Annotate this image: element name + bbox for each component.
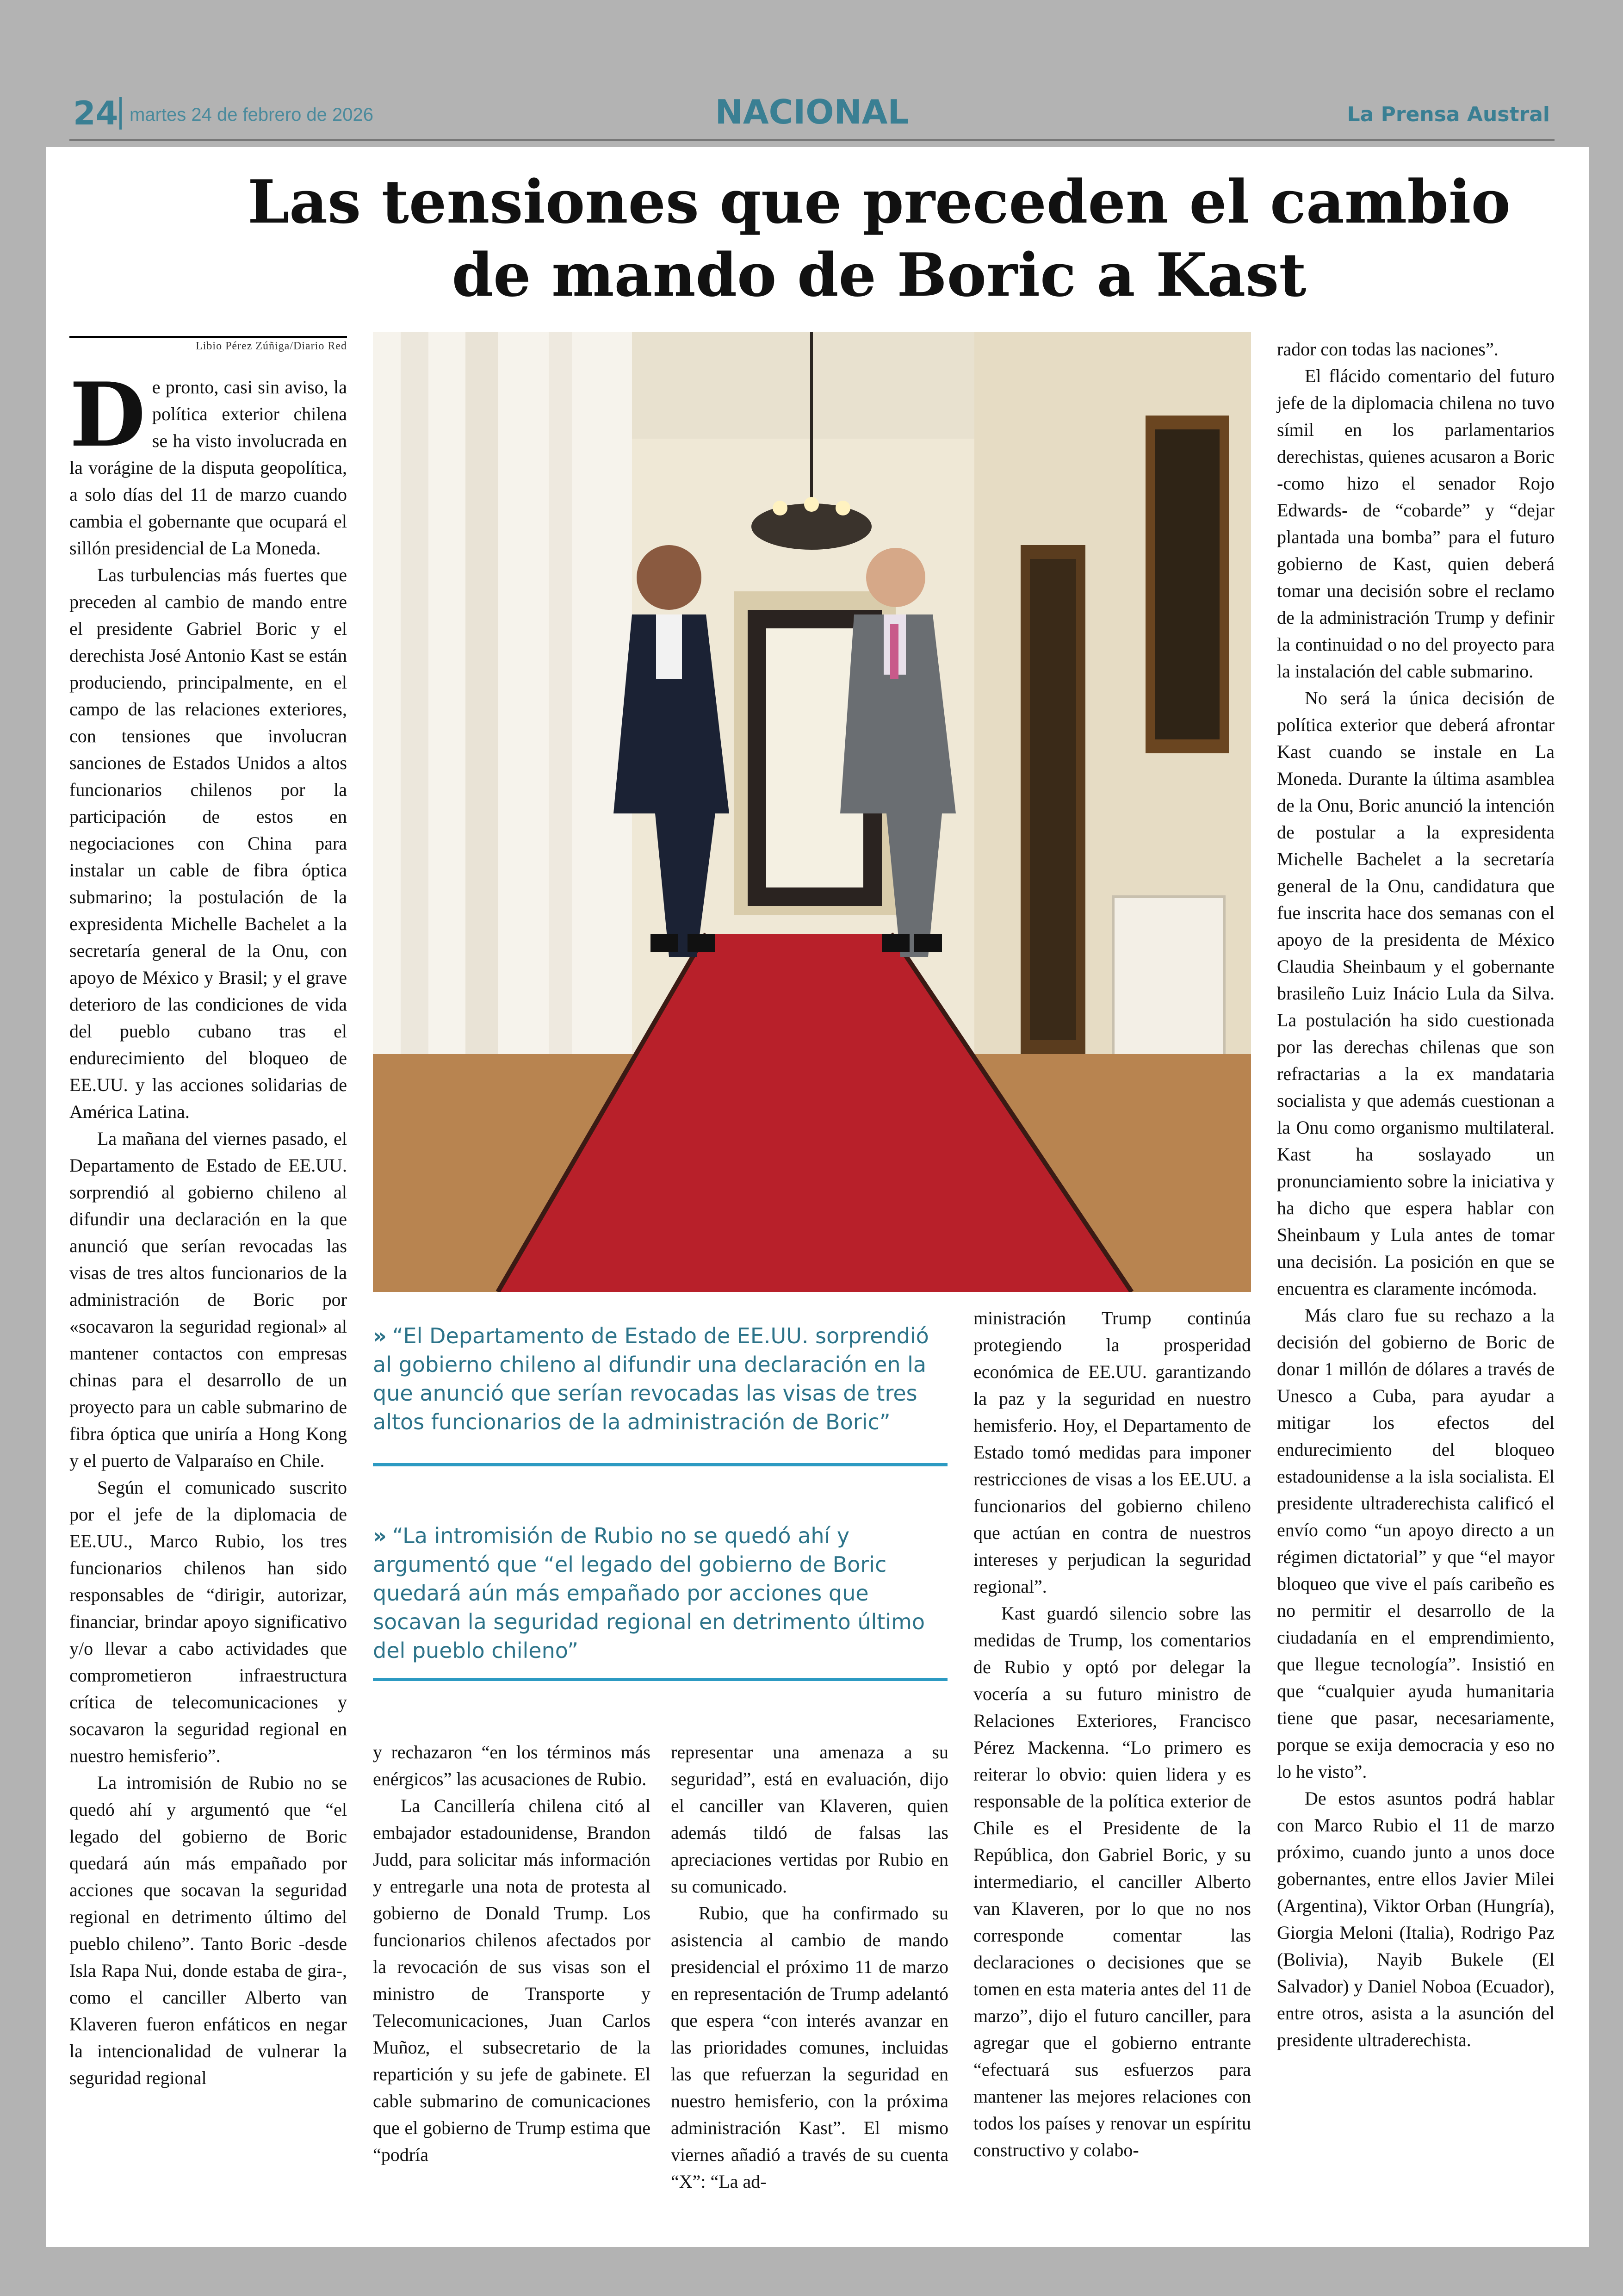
paragraph: Rubio, que ha confirmado su asistencia al cambio de mando presidencial el próximo 11 de marzo en representación de Trump adelantó que espera “con interés avanzar en las prioridades comunes, incluidas las que refuerzan la seguridad en nuestro hemisferio, con la próxima administración Kast”. El mismo viernes añadió a través de su cuenta “X”: “La ad-: [671, 1903, 948, 2192]
drop-cap: D: [69, 363, 146, 466]
paragraph: Kast guardó silencio sobre las medidas de Trump, los comentarios de Rubio y optó por delegar la vocería a su futuro ministro de Relaciones Exteriores, Francisco Pérez Mackenna. “Lo primero es reiterar lo obvio: quien lidera y es responsable de la política exterior de Chile es el Presidente de la República, don Gabriel Boric, y su intermediario, el canciller Alberto van Klaveren, por lo que no nos corresponde comentar las declaraciones o decisiones que se tomen en esta materia antes del 11 de marzo”, dijo el futuro canciller, para agregar que el gobierno entrante “efectuará sus esfuerzos para mantener las mejores relaciones con todos los países y renovar un espíritu constructivo y colabo-: [973, 1603, 1251, 2160]
article-page: [46, 147, 1589, 2247]
paragraph: e pronto, casi sin aviso, la política exterior chilena se ha visto involucrada en la vorágine de la disputa geopolítica, a solo días del 11 de marzo cuando cambia el gobernante que ocupará el sillón presidencial de La Moneda.: [69, 377, 347, 558]
article-column-5: [1277, 336, 1555, 2054]
pull-quote-1: [373, 1322, 948, 1466]
paragraph: rador con todas las naciones”.: [1277, 339, 1499, 360]
page-number: 24: [73, 94, 118, 132]
paragraph: No será la única decisión de política exterior que deberá afrontar Kast cuando se instale en La Moneda. Durante la última asamblea de la Onu, Boric anunció la intención de postular a la expresidenta Michelle Bachelet a la secretaría general de la Onu, candidatura que fue inscrita hace dos semanas con el apoyo de la presidenta de México Claudia Sheinbaum y el gobernante brasileño Luiz Inácio Lula da Silva. La postulación ha sido cuestionada por las derechas chilenas que son refractarias a la ex mandataria socialista y que además cuestionan a la Onu como organismo multilateral. Kast ha soslayado un pronunciamiento sobre la iniciativa y ha dicho que espera hablar con Sheinbaum y Lula antes de tomar una decisión. La posición en que se encuentra es claramente incómoda.: [1277, 688, 1555, 1299]
pull-quote-text: “La intromisión de Rubio no se quedó ahí y argumentó que “el legado del gobierno de Boric quedará aún más empañado por acciones que socavan la seguridad regional en detrimento último del pueblo chileno”: [373, 1523, 925, 1663]
paragraph: representar una amenaza a su seguridad”, está en evaluación, dijo el canciller van Klaveren, quien además tildó de falsas las apreciaciones vertidas por Rubio en su comunicado.: [671, 1742, 948, 1897]
paragraph: El flácido comentario del futuro jefe de la diplomacia chilena no tuvo símil en los parlamentarios derechistas, quienes acusaron a Boric -como hizo el senador Rojo Edwards- de “cobarde” y “dejar plantada una bomba” para el futuro gobierno de Kast, quien deberá tomar una decisión sobre el reclamo de la administración Trump y definir la continuidad o no del proyecto para la instalación del cable submarino.: [1277, 366, 1555, 682]
article-byline: Libio Pérez Zúñiga/Diario Red: [69, 336, 347, 353]
issue-date: martes 24 de febrero de 2026: [130, 105, 374, 125]
article-column-1: [69, 363, 347, 2091]
page-header: [69, 88, 1555, 141]
paragraph: y rechazaron “en los términos más enérgicos” las acusaciones de Rubio.: [373, 1742, 650, 1789]
paragraph: ministración Trump continúa protegiendo la prosperidad económica de EE.UU. garantizando la paz y la seguridad en nuestro hemisferio. Hoy, el Departamento de Estado tomó medidas para imponer restricciones de visas a los EE.UU. a funcionarios del gobierno chileno que actúan en contra de nuestros intereses y perjudican la seguridad regional”.: [973, 1308, 1251, 1597]
paragraph: La mañana del viernes pasado, el Departamento de Estado de EE.UU. sorprendió al gobierno chileno al difundir una declaración en la que anunció que serían revocadas las visas de tres altos funcionarios de la administración de Boric por «socavaron la seguridad regional» al mantener contactos con empresas chinas para el desarrollo de un proyecto para un cable submarino de fibra óptica que uniría a Hong Kong y el puerto de Valparaíso en Chile.: [69, 1128, 347, 1471]
quote-chevron-icon: »: [373, 1523, 387, 1548]
publication-name: La Prensa Austral: [1347, 103, 1550, 126]
pull-quote-2: [373, 1521, 948, 1681]
pull-quote-text: “El Departamento de Estado de EE.UU. sorprendió al gobierno chileno al difundir una declaración en la que anunció que serían revocadas las visas de tres altos funcionarios de la administración de Boric”: [373, 1323, 929, 1434]
article-photo: [373, 332, 1251, 1292]
article-headline: Las tensiones que preceden el cambio de mando de Boric a Kast: [248, 168, 1511, 310]
quote-chevron-icon: »: [373, 1323, 387, 1348]
article-column-2: [373, 1739, 650, 2168]
paragraph: Más claro fue su rechazo a la decisión del gobierno de Boric de donar 1 millón de dólares a través de Unesco a Cuba, para ayudar a mitigar los efectos del endurecimiento del bloqueo estadounidense a la isla socialista. El presidente ultraderechista calificó el envío como “un apoyo directo a un régimen dictatorial” y que “el mayor bloqueo que vive el país caribeño es no permitir el desarrollo de la ciudadanía en el emprendimiento, que llegue tecnología”. Insistió en que “cualquier ayuda humanitaria tiene que pasar, necesariamente, porque se exija democracia y eso no lo he visto”.: [1277, 1305, 1555, 1782]
paragraph: La intromisión de Rubio no se quedó ahí y argumentó que “el legado del gobierno de Boric quedará aún más empañado por acciones que socavan la seguridad regional en detrimento último del pueblo chileno”. Tanto Boric -desde Isla Rapa Nui, donde estaba de gira-, como el canciller Alberto van Klaveren fueron enfáticos en negar la intencionalidad de vulnerar la seguridad regional: [69, 1772, 347, 2088]
article-column-4: [973, 1305, 1251, 2164]
paragraph: Según el comunicado suscrito por el jefe de la diplomacia de EE.UU., Marco Rubio, los tres funcionarios chilenos han sido responsables de “dirigir, autorizar, financiar, brindar apoyo significativo y/o llevar a cabo actividades que comprometieron infraestructura crítica de telecomunicaciones y socavaron la seguridad regional en nuestro hemisferio”.: [69, 1477, 347, 1766]
paragraph: Las turbulencias más fuertes que preceden al cambio de mando entre el presidente Gabriel Boric y el derechista José Antonio Kast se están produciendo, principalmente, en el campo de las relaciones exteriores, con tensiones que involucran sanciones de Estados Unidos a altos funcionarios chilenos por la participación de estos en negociaciones con China para instalar un cable de fibra óptica submarino; la postulación de la expresidenta Michelle Bachelet a la secretaría general de la Onu, con apoyo de México y Brasil; y el grave deterioro de las condiciones de vida del pueblo cubano tras el endurecimiento del bloqueo de EE.UU. y las acciones solidarias de América Latina.: [69, 565, 347, 1122]
hallway-photo: [373, 332, 1251, 1292]
paragraph: De estos asuntos podrá hablar con Marco Rubio el 11 de marzo próximo, cuando junto a unos doce gobernantes, entre ellos Javier Milei (Argentina), Viktor Orban (Hungría), Giorgia Meloni (Italia), Rodrigo Paz (Bolivia), Nayib Bukele (El Salvador) y Daniel Noboa (Ecuador), entre otros, asista a la asunción del presidente ultraderechista.: [1277, 1788, 1555, 2050]
section-title: NACIONAL: [715, 93, 909, 131]
article-column-3: [671, 1739, 948, 2195]
paragraph: La Cancillería chilena citó al embajador estadounidense, Brandon Judd, para solicitar más información y entregarle una nota de protesta al gobierno de Donald Trump. Los funcionarios chilenos afectados por la revocación de sus visas son el ministro de Transporte y Telecomunicaciones, Juan Carlos Muñoz, el subsecretario de la repartición y su jefe de gabinete. El cable submarino de comunicaciones que el gobierno de Trump estima que “podría: [373, 1795, 650, 2165]
